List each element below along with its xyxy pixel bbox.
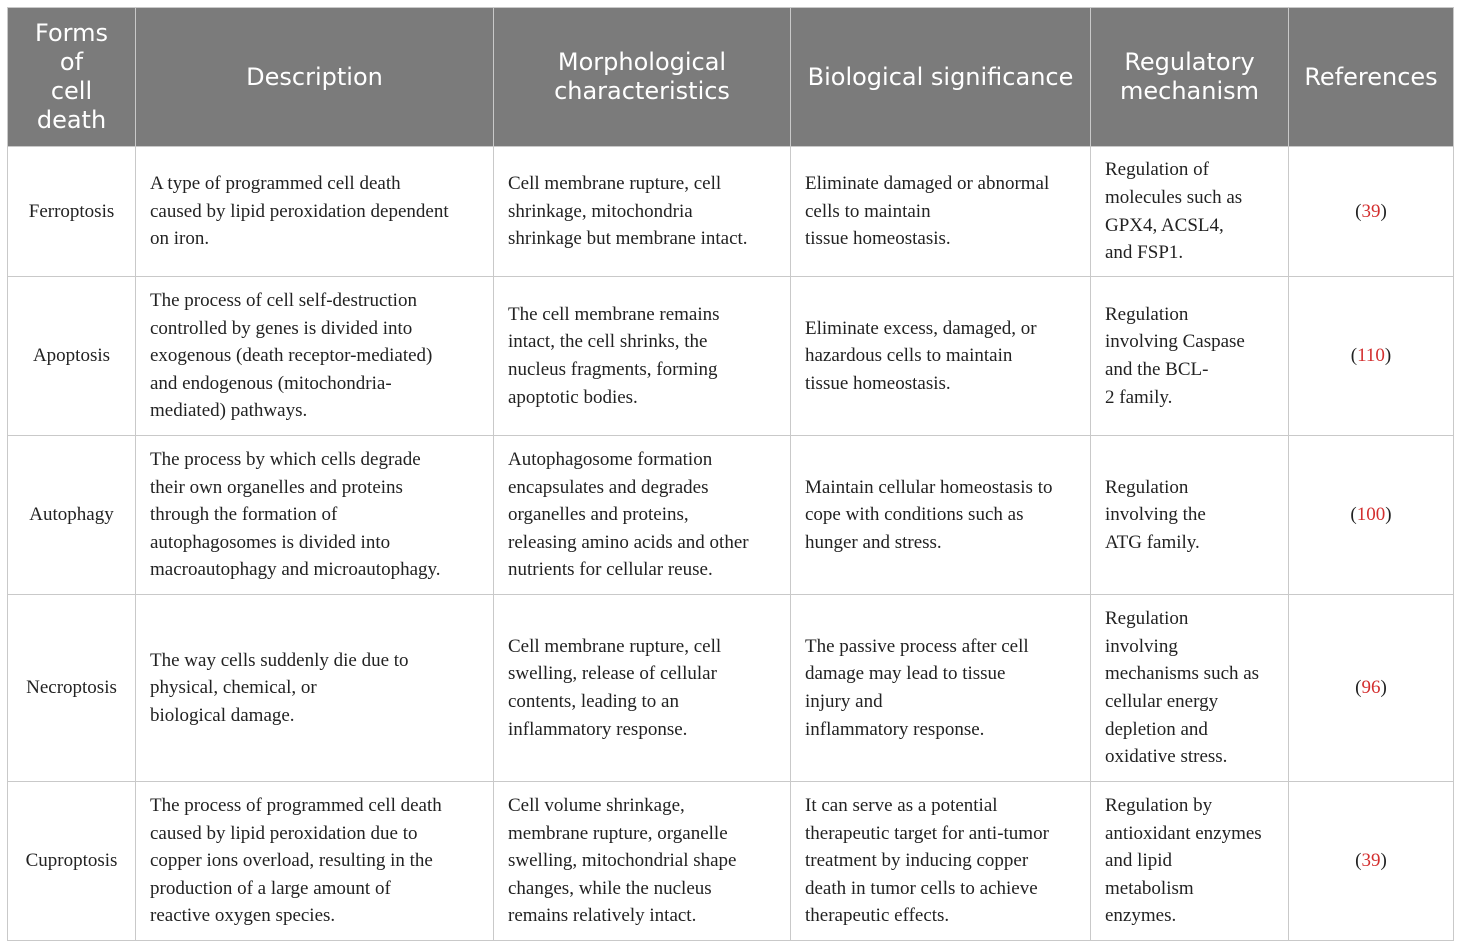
text-line: organelles and proteins, (508, 504, 689, 526)
cell-significance (791, 277, 1091, 436)
cell-description (136, 782, 494, 941)
table-row (8, 595, 1454, 782)
cell-regulation (1091, 277, 1289, 436)
cell-significance (791, 782, 1091, 941)
cell-form: Cuproptosis (8, 782, 136, 941)
text-line: oxidative stress. (1105, 746, 1228, 768)
text-line: and endogenous (mitochondria- (150, 372, 392, 394)
header-row (8, 8, 1454, 147)
cell-reference (1289, 595, 1454, 782)
ref-paren-open: ( (1355, 677, 1362, 699)
cell-morphology (494, 436, 791, 595)
text-line: macroautophagy and microautophagy. (150, 559, 441, 581)
text-line: their own organelles and proteins (150, 476, 403, 498)
text-line: production of a large amount of (150, 877, 391, 899)
table-header (8, 8, 1454, 147)
text-line: inflammatory response. (508, 718, 688, 740)
cell-reference (1289, 147, 1454, 277)
reference-link[interactable]: 96 (1361, 677, 1381, 699)
text-line: Regulation by (1105, 795, 1213, 817)
text-line: Regulation (1105, 476, 1189, 498)
cell-death-table-container (7, 7, 1453, 941)
text-line: 2 family. (1105, 386, 1173, 408)
text-line: A type of programmed cell death (150, 173, 401, 195)
text-line: and FSP1. (1105, 242, 1184, 264)
text-line: injury and (805, 691, 883, 712)
header-regulatory-mechanism (1091, 8, 1289, 147)
cell-reference (1289, 782, 1454, 941)
text-line: ATG family. (1105, 531, 1200, 553)
text-line: treatment by inducing copper (805, 850, 1029, 872)
reference-link[interactable]: 39 (1361, 850, 1381, 872)
header-line: Regulatory (1124, 48, 1255, 76)
text-line: Regulation (1105, 608, 1189, 630)
text-line: involving the (1105, 504, 1206, 526)
text-line: The cell membrane remains (508, 303, 720, 325)
text-line: The way cells suddenly die due to (150, 649, 409, 671)
header-line: mechanism (1119, 77, 1260, 105)
header-line: characteristics (554, 77, 730, 105)
text-line: enzymes. (1105, 905, 1177, 927)
text-line: inflammatory response. (805, 718, 985, 740)
cell-description (136, 147, 494, 277)
text-line: involving Caspase (1105, 331, 1245, 353)
ref-paren-close: ) (1380, 850, 1387, 872)
ref-paren-open: ( (1355, 200, 1362, 222)
table-row (8, 147, 1454, 277)
text-line: caused by lipid peroxidation due to (150, 822, 418, 844)
cell-significance (791, 147, 1091, 277)
text-line: encapsulates and degrades (508, 476, 709, 498)
text-line: intact, the cell shrinks, the (508, 331, 708, 353)
cell-regulation (1091, 147, 1289, 277)
text-line: depletion and (1105, 718, 1208, 740)
ref-paren-close: ) (1385, 504, 1392, 526)
ref-paren-close: ) (1384, 345, 1392, 367)
text-line: cope with conditions such as (805, 504, 1024, 526)
text-line: involving (1105, 635, 1178, 657)
ref-paren-open: ( (1350, 504, 1357, 526)
ref-paren-open: ( (1355, 850, 1362, 872)
header-description (136, 8, 494, 147)
text-line: mechanisms such as (1105, 663, 1260, 685)
cell-reference (1289, 277, 1454, 436)
cell-form: Necroptosis (8, 595, 136, 782)
text-line: autophagosomes is divided into (150, 531, 391, 553)
text-line: changes, while the nucleus (508, 877, 712, 899)
cell-reference (1289, 436, 1454, 595)
text-line: cellular energy (1105, 691, 1219, 712)
cell-regulation (1091, 436, 1289, 595)
ref-paren-open: ( (1350, 345, 1358, 367)
text-line: therapeutic effects. (805, 905, 950, 927)
text-line: remains relatively intact. (508, 905, 697, 927)
text-line: tissue homeostasis. (805, 228, 951, 250)
cell-morphology (494, 147, 791, 277)
text-line: Maintain cellular homeostasis to (805, 476, 1053, 498)
text-line: Eliminate excess, damaged, or (805, 317, 1037, 339)
text-line: cells to maintain (805, 200, 931, 222)
header-line: death (36, 106, 107, 134)
header-line: of (59, 48, 84, 76)
header-line: Morphological (557, 48, 727, 76)
ref-paren-close: ) (1380, 200, 1387, 222)
header-morphological-characteristics (494, 8, 791, 147)
text-line: Regulation of (1105, 159, 1209, 181)
header-line: Description (246, 62, 383, 91)
text-line: exogenous (death receptor-mediated) (150, 345, 433, 367)
text-line: The passive process after cell (805, 635, 1029, 657)
table-row (8, 436, 1454, 595)
text-line: It can serve as a potential (805, 795, 998, 817)
text-line: death in tumor cells to achieve (805, 877, 1038, 899)
cell-regulation (1091, 595, 1289, 782)
cell-death-table (7, 7, 1454, 941)
text-line: therapeutic target for anti-tumor (805, 822, 1049, 844)
text-line: contents, leading to an (508, 691, 679, 712)
text-line: Cell membrane rupture, cell (508, 635, 722, 657)
text-line: metabolism (1105, 877, 1194, 899)
text-line: damage may lead to tissue (805, 663, 1006, 685)
header-biological-significance (791, 8, 1091, 147)
header-line: cell (50, 77, 93, 105)
text-line: membrane rupture, organelle (508, 822, 728, 844)
text-line: swelling, mitochondrial shape (508, 850, 737, 872)
text-line: tissue homeostasis. (805, 372, 951, 394)
text-line: releasing amino acids and other (508, 531, 749, 553)
ref-paren-close: ) (1380, 677, 1387, 699)
text-line: mediated) pathways. (150, 400, 308, 422)
cell-regulation (1091, 782, 1289, 941)
text-line: biological damage. (150, 704, 295, 726)
text-line: copper ions overload, resulting in the (150, 850, 433, 872)
table-row (8, 782, 1454, 941)
text-line: antioxidant enzymes (1105, 822, 1262, 844)
cell-form: Apoptosis (8, 277, 136, 436)
text-line: GPX4, ACSL4, (1105, 214, 1224, 236)
text-line: Autophagosome formation (508, 449, 713, 471)
reference-link[interactable]: 39 (1361, 200, 1381, 222)
cell-morphology (494, 782, 791, 941)
cell-morphology (494, 277, 791, 436)
header-line: References (1304, 62, 1438, 91)
header-line: Biological significance (807, 62, 1074, 91)
header-forms-of-cell-death (8, 8, 136, 147)
text-line: through the formation of (150, 504, 338, 526)
text-line: The process of programmed cell death (150, 795, 442, 817)
cell-description (136, 595, 494, 782)
cell-form: Ferroptosis (8, 147, 136, 277)
text-line: controlled by genes is divided into (150, 317, 413, 339)
cell-description (136, 436, 494, 595)
table-row (8, 277, 1454, 436)
text-line: shrinkage, mitochondria (508, 200, 693, 222)
cell-form: Autophagy (8, 436, 136, 595)
reference-link[interactable]: 100 (1356, 504, 1386, 526)
text-line: Cell membrane rupture, cell (508, 173, 722, 195)
text-line: caused by lipid peroxidation dependent (150, 200, 449, 222)
text-line: shrinkage but membrane intact. (508, 228, 748, 250)
text-line: hazardous cells to maintain (805, 345, 1013, 367)
text-line: nutrients for cellular reuse. (508, 559, 713, 581)
table-body (8, 147, 1454, 941)
cell-significance (791, 436, 1091, 595)
reference-link[interactable]: 110 (1357, 345, 1385, 367)
text-line: The process by which cells degrade (150, 449, 421, 471)
text-line: The process of cell self-destruction (150, 290, 417, 312)
cell-description (136, 277, 494, 436)
text-line: reactive oxygen species. (150, 905, 336, 927)
text-line: physical, chemical, or (150, 677, 317, 699)
cell-significance (791, 595, 1091, 782)
text-line: and the BCL- (1105, 359, 1209, 380)
text-line: nucleus fragments, forming (508, 359, 718, 380)
header-references (1289, 8, 1454, 147)
header-line: Forms (35, 19, 108, 47)
text-line: apoptotic bodies. (508, 386, 638, 408)
text-line: and lipid (1105, 850, 1173, 872)
text-line: Regulation (1105, 303, 1189, 325)
text-line: Eliminate damaged or abnormal (805, 173, 1050, 195)
text-line: molecules such as (1105, 186, 1243, 208)
text-line: swelling, release of cellular (508, 663, 717, 685)
text-line: on iron. (150, 228, 210, 250)
cell-morphology (494, 595, 791, 782)
text-line: hunger and stress. (805, 531, 942, 553)
text-line: Cell volume shrinkage, (508, 795, 685, 817)
